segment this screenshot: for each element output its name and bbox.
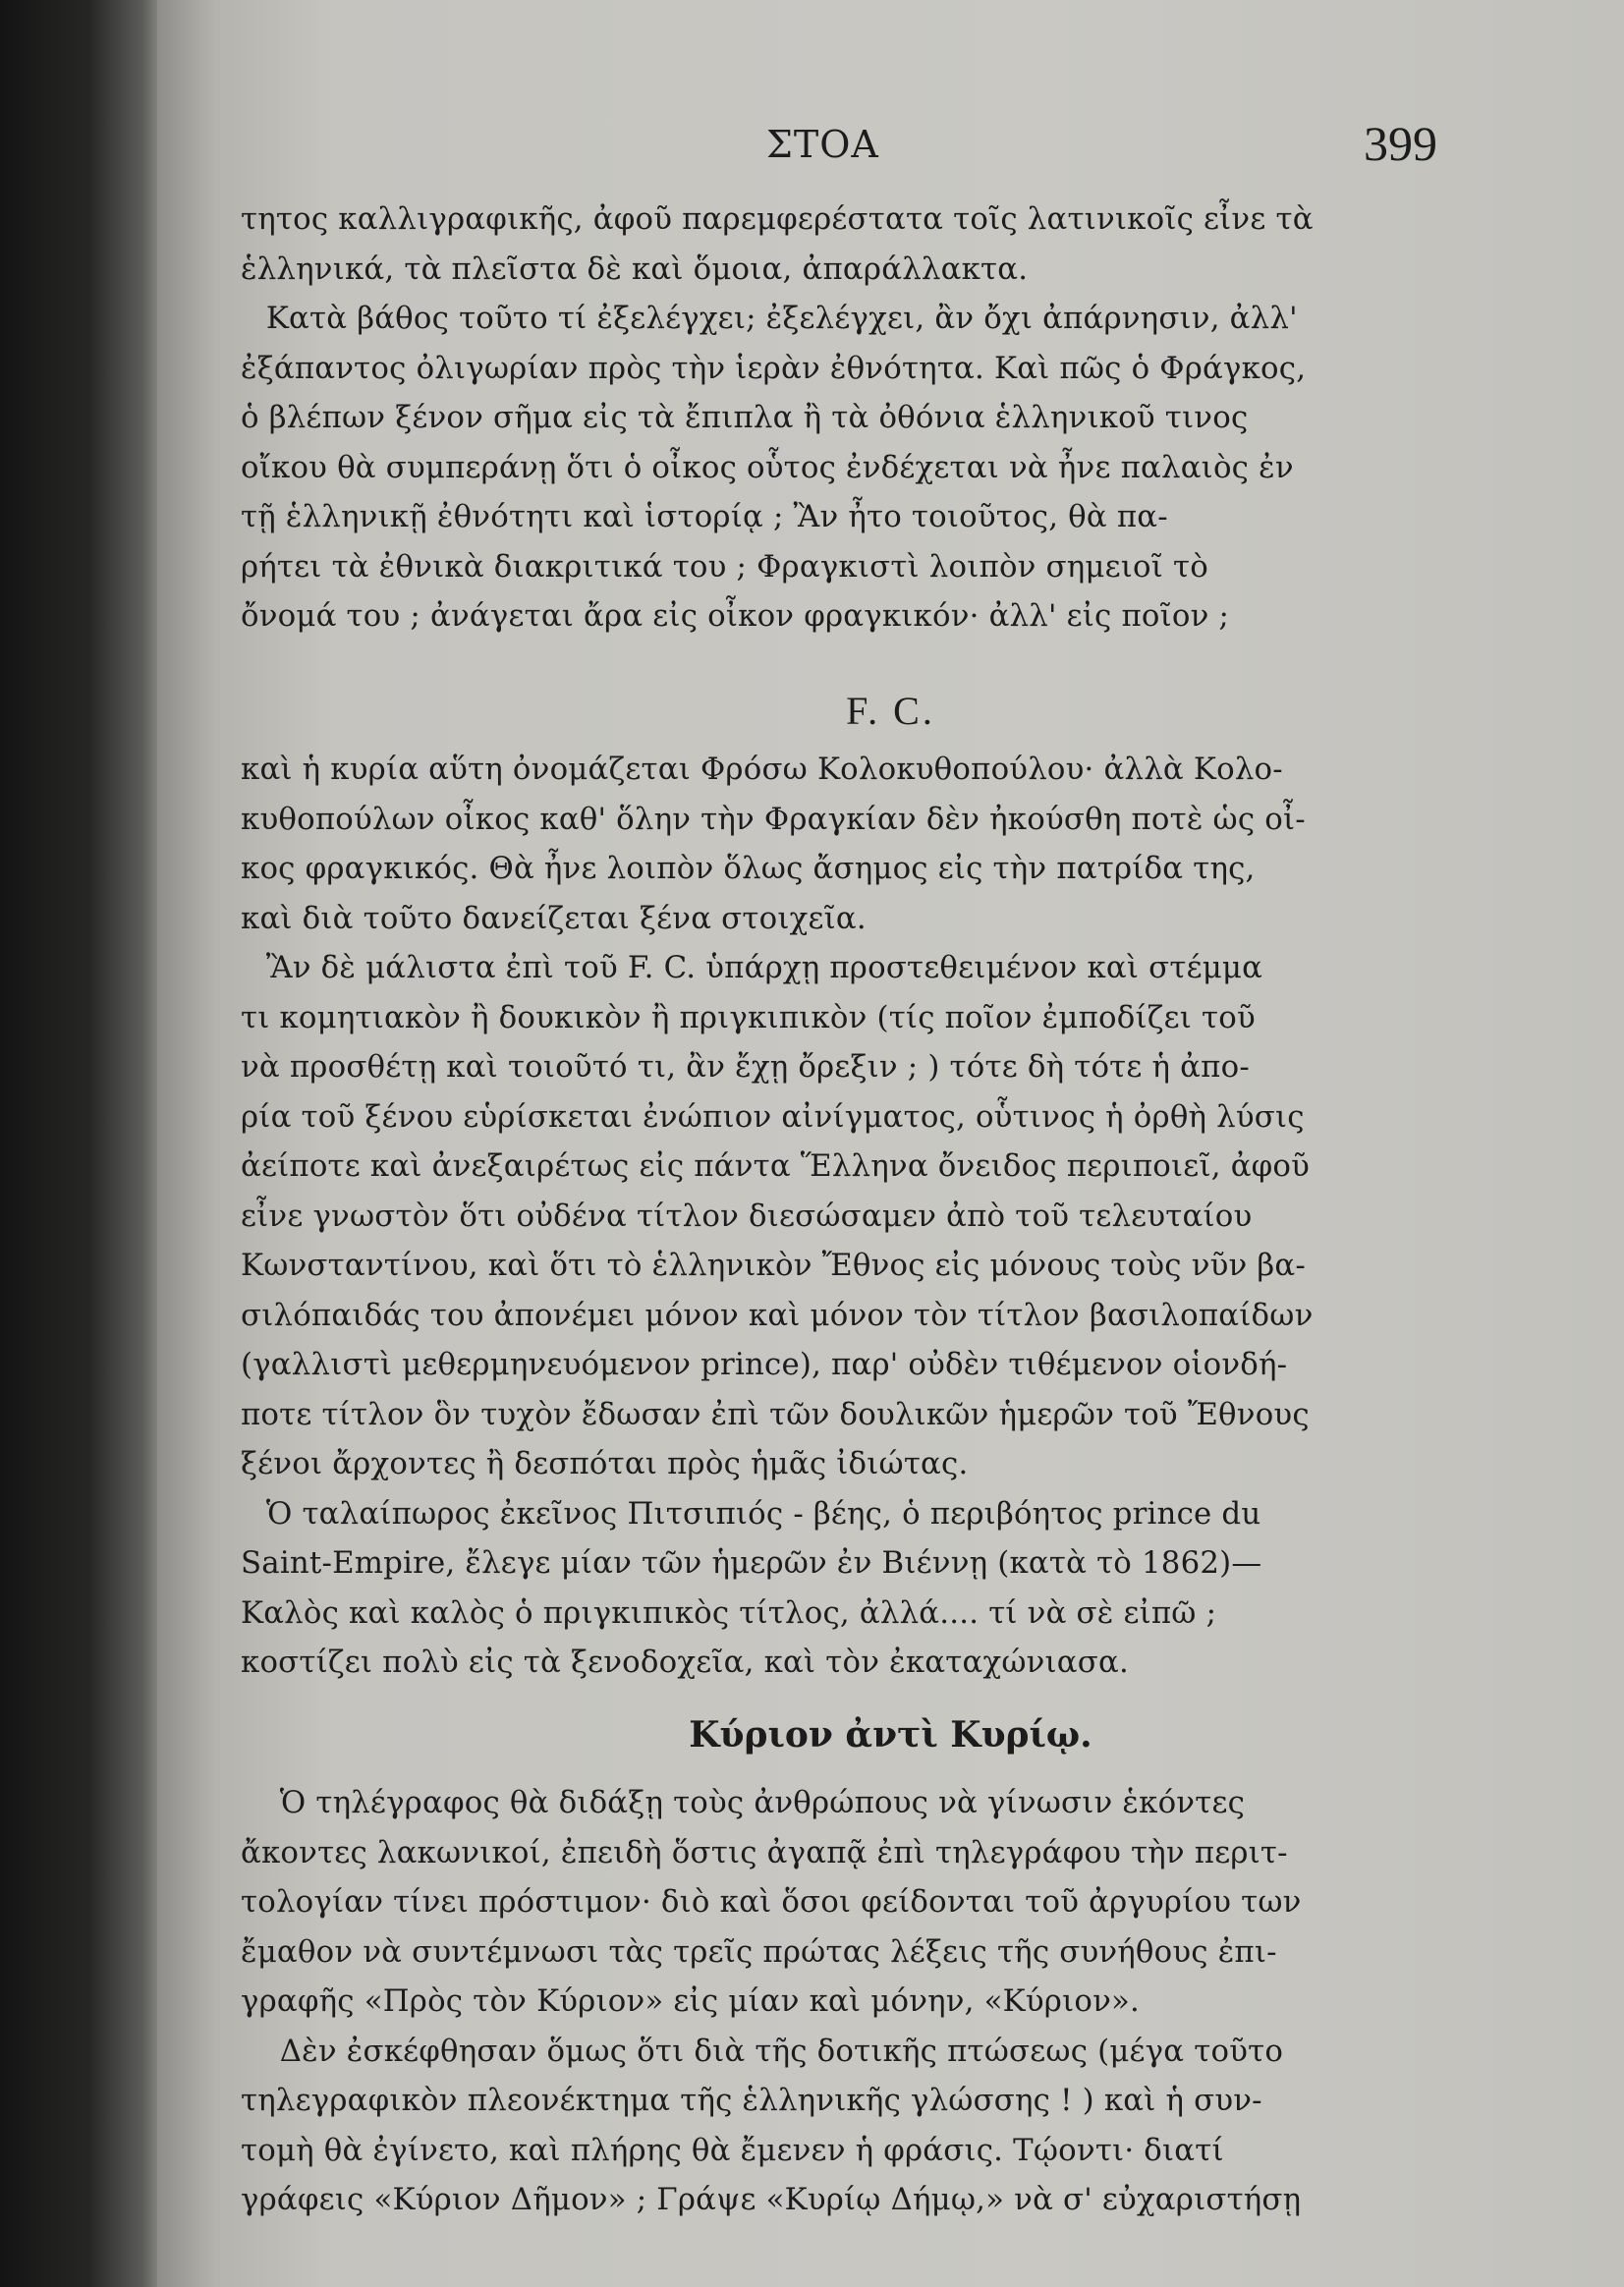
text-line: τολογίαν τίνει πρόστιμον· διὸ καὶ ὅσοι φείδονται τοῦ ἀργυρίου των <box>241 1884 1302 1920</box>
text-line: ἑλληνικά, τὰ πλεῖστα δὲ καὶ ὅμοια, ἀπαράλλακτα. <box>241 251 1029 287</box>
book-page <box>157 0 1624 2287</box>
section-heading: Κύριον ἀντὶ Κυρίῳ. <box>689 1714 1092 1756</box>
page-number: 399 <box>1364 116 1437 171</box>
paragraph-block-2 <box>241 745 1624 1688</box>
text-line: τηλεγραφικὸν πλεονέκτημα τῆς ἑλληνικῆς γλώσσης ! ) καὶ ἡ συν- <box>241 2083 1262 2118</box>
text-line: ἄκοντες λακωνικοί, ἐπειδὴ ὅστις ἀγαπᾷ ἐπὶ τηλεγράφου τὴν περιτ- <box>241 1834 1288 1870</box>
text-line: γράφεις «Κύριον Δῆμον» ; Γράψε «Κυρίῳ Δήμῳ,» νὰ σ' εὐχαριστήσῃ <box>241 2182 1302 2217</box>
text-line: κος φραγκικός. Θὰ ἦνε λοιπὸν ὅλως ἄσημος εἰς τὴν πατρίδα της, <box>241 851 1256 886</box>
text-line: τομὴ θὰ ἐγίνετο, καὶ πλήρης θὰ ἔμενεν ἡ φράσις. Τῴοντι· διατί <box>241 2132 1224 2168</box>
text-line: ἐξάπαντος ὀλιγωρίαν πρὸς τὴν ἱερὰν ἐθνότητα. Καὶ πῶς ὁ Φράγκος, <box>241 350 1307 386</box>
text-line: σιλόπαιδάς του ἀπονέμει μόνον καὶ μόνον τὸν τίτλον βασιλοπαίδων <box>241 1297 1314 1333</box>
text-line: οἴκου θὰ συμπεράνῃ ὅτι ὁ οἶκος οὗτος ἐνδέχεται νὰ ἦνε παλαιὸς ἐν <box>241 449 1294 485</box>
text-line: ξένοι ἄρχοντες ἢ δεσπόται πρὸς ἡμᾶς ἰδιώτας. <box>241 1446 969 1481</box>
text-line: Ἂν δὲ μάλιστα ἐπὶ τοῦ F. C. ὑπάρχῃ προστεθειμένον καὶ στέμμα <box>265 950 1263 985</box>
text-line: κοστίζει πολὺ εἰς τὰ ξενοδοχεῖα, καὶ τὸν ἐκαταχώνιασα. <box>241 1645 1129 1680</box>
text-line: τῇ ἑλληνικῇ ἐθνότητι καὶ ἱστορίᾳ ; Ἂν ἦτο τοιοῦτος, θὰ πα- <box>241 499 1168 534</box>
text-line: νὰ προσθέτῃ καὶ τοιοῦτό τι, ἂν ἔχῃ ὄρεξιν ; ) τότε δὴ τότε ἡ ἀπο- <box>241 1049 1250 1085</box>
text-line: Ὁ ταλαίπωρος ἐκεῖνος Πιτσιπιός - βέης, ὁ περιβόητος prince du <box>265 1495 1261 1532</box>
text-line: ὄνομά του ; ἀνάγεται ἄρα εἰς οἶκον φραγκικόν· ἀλλ' εἰς ποῖον ; <box>241 598 1230 634</box>
book-binding <box>0 0 162 2287</box>
paragraph-block-1 <box>241 195 1624 641</box>
text-line: Κατὰ βάθος τοῦτο τί ἐξελέγχει; ἐξελέγχει, ἂν ὄχι ἀπάρνησιν, ἀλλ' <box>265 301 1298 336</box>
text-line: ρήτει τὰ ἐθνικὰ διακριτικά του ; Φραγκιστὶ λοιπὸν σημειοῖ τὸ <box>241 548 1208 585</box>
text-line: γραφῆς «Πρὸς τὸν Κύριον» εἰς μίαν καὶ μόνην, «Κύριον». <box>241 1983 1141 2019</box>
running-head: ΣΤΟΑ <box>766 123 879 166</box>
text-line: ὁ βλέπων ξένον σῆμα εἰς τὰ ἔπιπλα ἢ τὰ ὀθόνια ἑλληνικοῦ τινος <box>241 400 1249 435</box>
text-line: Κωνσταντίνου, καὶ ὅτι τὸ ἑλληνικὸν Ἔθνος εἰς μόνους τοὺς νῦν βα- <box>241 1248 1306 1283</box>
text-line: καὶ ἡ κυρία αὕτη ὀνομάζεται Φρόσω Κολοκυθοπούλου· ἀλλὰ Κολο- <box>241 752 1283 787</box>
text-line: Ὁ τηλέγραφος θὰ διδάξῃ τοὺς ἀνθρώπους νὰ γίνωσιν ἑκόντες <box>279 1785 1246 1820</box>
text-line: Saint-Empire, ἔλεγε μίαν τῶν ἡμερῶν ἐν Βιέννῃ (κατὰ τὸ 1862)— <box>241 1545 1262 1581</box>
text-line: εἶνε γνωστὸν ὅτι οὐδένα τίτλον διεσώσαμεν ἀπὸ τοῦ τελευταίου <box>241 1198 1253 1234</box>
text-line: τι κομητιακὸν ἢ δουκικὸν ἢ πριγκιπικὸν (τίς ποῖον ἐμποδίζει τοῦ <box>241 999 1256 1035</box>
text-line: (γαλλιστὶ μεθερμηνευόμενον prince), παρ' οὐδὲν τιθέμενον οἱονδή- <box>241 1347 1288 1382</box>
text-line: κυθοπούλων οἶκος καθ' ὅλην τὴν Φραγκίαν δὲν ἠκούσθη ποτὲ ὡς οἶ- <box>241 801 1306 837</box>
page-header <box>157 116 1624 182</box>
text-line: Καλὸς καὶ καλὸς ὁ πριγκιπικὸς τίτλος, ἀλλά.... τί νὰ σὲ εἰπῶ ; <box>241 1594 1217 1631</box>
text-line: καὶ διὰ τοῦτο δανείζεται ξένα στοιχεῖα. <box>241 900 867 936</box>
text-line: τητος καλλιγραφικῆς, ἀφοῦ παρεμφερέστατα τοῖς λατινικοῖς εἶνε τὰ <box>241 201 1314 237</box>
signature-initials: F. C. <box>846 689 935 733</box>
text-line: ἔμαθον νὰ συντέμνωσι τὰς τρεῖς πρώτας λέξεις τῆς συνήθους ἐπι- <box>241 1933 1277 1970</box>
paragraph-block-3 <box>241 1778 1624 2225</box>
text-line: ἀείποτε καὶ ἀνεξαιρέτως εἰς πάντα Ἕλληνα ὄνειδος περιποιεῖ, ἀφοῦ <box>241 1148 1311 1184</box>
text-line: ρία τοῦ ξένου εὑρίσκεται ἐνώπιον αἰνίγματος, οὗτινος ἡ ὀρθὴ λύσις <box>241 1098 1305 1135</box>
text-line: ποτε τίτλον ὃν τυχὸν ἔδωσαν ἐπὶ τῶν δουλικῶν ἡμερῶν τοῦ Ἔθνους <box>241 1396 1310 1432</box>
text-line: Δὲν ἐσκέφθησαν ὅμως ὅτι διὰ τῆς δοτικῆς πτώσεως (μέγα τοῦτο <box>279 2033 1284 2069</box>
